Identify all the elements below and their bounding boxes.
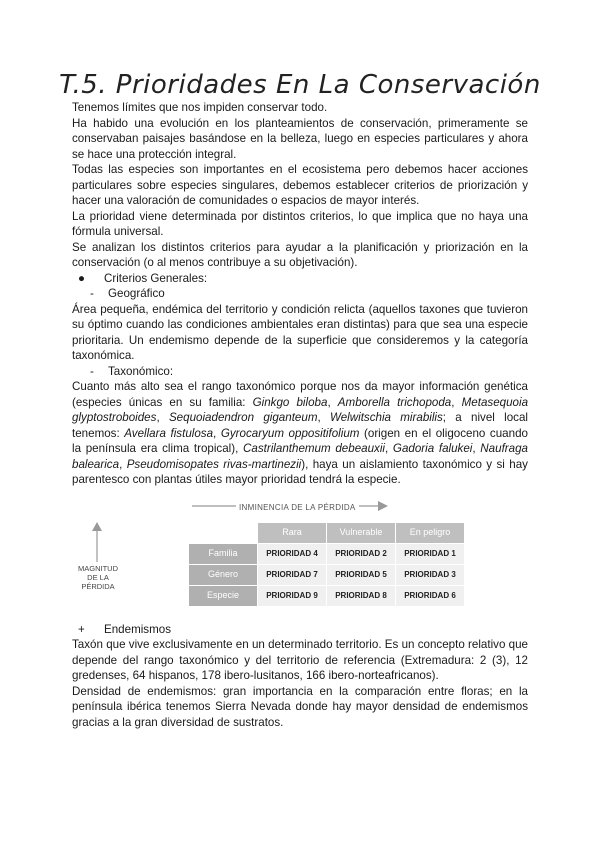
bullet-general-criteria [72, 271, 528, 287]
text-run: ), haya un aislamiento taxonómico y si hay parentesco con plantas útiles mayor prioridad tendrá la especie. [72, 457, 528, 486]
species-name: Amborella trichopoda [337, 395, 452, 409]
paragraph-geographic: Área pequeña, endémica del territorio y condición relicta (aquellos taxones que tuvieron su óptimo cuando las condiciones ambientales eran distintas) para que sea una especie prioritaria. Un endemismo depende de la superficie que consideremos y la categoría taxonómica. [72, 302, 528, 362]
species-name: Metasequoia glyptostroboides [72, 395, 529, 424]
text-run: , [156, 411, 169, 424]
text-run: Cuanto más alto sea el rango taxonómico porque nos da mayor información genética (especies únicas en su familia: [72, 380, 528, 409]
text-run: , [327, 395, 338, 409]
dash-taxonomic [72, 364, 528, 380]
text-run: , [119, 457, 127, 471]
species-name: Naufraga balearica [72, 442, 528, 471]
priority-figure [72, 496, 528, 616]
dash-geographic [72, 286, 528, 302]
dash-text: Geográfico [108, 287, 165, 300]
priority-cell: PRIORIDAD 4 [258, 543, 327, 564]
imminence-label: INMINENCIA DE LA PÉRDIDA [236, 500, 359, 516]
paragraph: Tenemos límites que nos impiden conservar todo. [72, 101, 328, 114]
paragraph: Taxón que vive exclusivamente en un determinado territorio. Es un concepto relativo que depende del rango taxonómico y del territorio de referencia (Extremadura: 2 (3), 12 gredenses, 64 hispanos, 178 ibero-lusitanos, 166 ibero-norteafricanos). [72, 638, 528, 682]
text-run: , [317, 411, 330, 424]
row-header: Especie [189, 585, 258, 606]
priority-cell: PRIORIDAD 1 [396, 543, 465, 564]
table-header-row [189, 522, 465, 543]
species-name: Pseudomisopates rivas-martinezii [126, 457, 302, 471]
paragraph: Todas las especies son importantes en el ecosistema pero debemos hacer acciones particulares sobre especies singulares, debemos establecer criterios de priorización y hacer una valoración de comunidades o espacios de mayor interés. [72, 163, 528, 207]
species-name: Ginkgo biloba [252, 395, 328, 409]
species-name: Castrilanthemum debeauxii [243, 442, 385, 455]
paragraph-taxonomic [72, 379, 528, 488]
up-arrow-icon [90, 522, 104, 562]
priority-cell: PRIORIDAD 5 [327, 564, 396, 585]
dash-text: Taxonómico: [108, 364, 174, 378]
text-run: , [472, 442, 481, 455]
column-header: Rara [258, 522, 327, 543]
text-run: , [451, 395, 462, 409]
paragraph: Se analizan los distintos criterios para ayudar a la planificación y priorización en la conservación (o al menos contribuye a su objetivación). [72, 240, 528, 269]
page-title: T.5. Prioridades En La Conservación [59, 70, 541, 100]
paragraph: Ha habido una evolución en los planteamientos de conservación, primeramente se conservaban paisajes basándose en la belleza, luego en especies particulares y ahora se hace una protección integral. [72, 116, 528, 161]
bullet-text: Endemismos [104, 622, 172, 636]
plus-icon: + [78, 622, 85, 636]
column-header: Vulnerable [327, 522, 396, 543]
table-row [189, 543, 465, 564]
dash-icon: - [90, 364, 94, 378]
paragraph: La prioridad viene determinada por distintos criterios, lo que implica que no haya una fórmula universal. [72, 209, 528, 238]
row-header: Género [189, 564, 258, 585]
species-name: Sequoiadendron giganteum [168, 411, 318, 424]
magnitude-label-line: DE LA [87, 572, 109, 582]
species-name: Gyrocaryum oppositifolium [220, 426, 360, 440]
text-run: ; a nivel local tenemos: [72, 411, 528, 440]
document-body [72, 100, 528, 730]
species-name: Welwitschia mirabilis [330, 411, 443, 424]
priority-table [188, 522, 465, 607]
table-row [189, 564, 465, 585]
magnitude-label-line: PÉRDIDA [81, 581, 115, 591]
priority-cell: PRIORIDAD 7 [258, 564, 327, 585]
priority-cell: PRIORIDAD 8 [327, 585, 396, 606]
text-run: (origen en el oligoceno cuando la península era clima tropical), [72, 426, 528, 455]
magnitude-label-line: MAGNITUD [78, 563, 118, 573]
table-corner [189, 522, 258, 543]
bullet-dot-icon: ● [78, 271, 86, 285]
row-header: Familia [189, 543, 258, 564]
priority-cell: PRIORIDAD 9 [258, 585, 327, 606]
table-row [189, 585, 465, 606]
paragraph: Densidad de endemismos: gran importancia en la comparación entre floras; en la península ibérica tenemos Sierra Nevada donde hay mayor densidad de endemismos gracias a la gran diversidad de sustratos. [72, 684, 528, 729]
priority-cell: PRIORIDAD 3 [396, 564, 465, 585]
dash-icon: - [90, 287, 94, 300]
priority-cell: PRIORIDAD 2 [327, 543, 396, 564]
bullet-text: Criterios Generales: [104, 271, 208, 285]
text-run: , [385, 442, 393, 455]
bullet-endemisms [72, 622, 528, 638]
text-run: , [213, 426, 221, 440]
magnitude-label [72, 564, 124, 591]
priority-cell: PRIORIDAD 6 [396, 585, 465, 606]
column-header: En peligro [396, 522, 465, 543]
species-name: Gadoria falukei [392, 442, 473, 455]
species-name: Avellara fistulosa [124, 426, 214, 440]
